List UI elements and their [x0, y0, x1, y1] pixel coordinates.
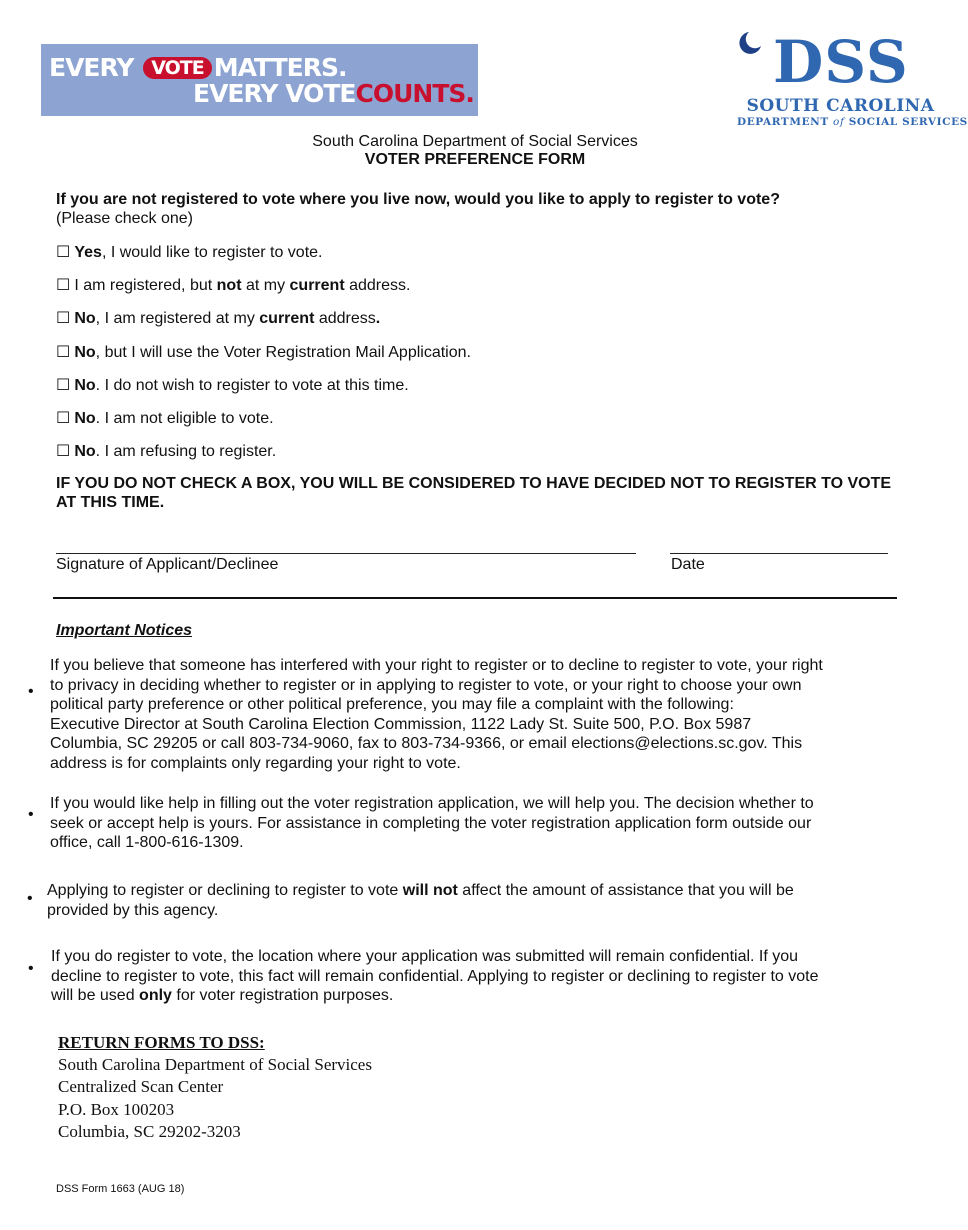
logo-dept-post: SOCIAL SERVICES — [848, 116, 968, 128]
notice-line: political party preference or other political preference, you may file a complaint with the following: — [50, 696, 734, 713]
bullet-icon: • — [28, 806, 34, 823]
notice-line: seek or accept help is yours. For assistance in completing the voter registration application form outside our — [50, 814, 812, 832]
signature-line[interactable] — [56, 553, 636, 554]
logo-department-text — [737, 116, 968, 128]
option-text: . I do not wish to register to vote at this time. — [95, 377, 409, 394]
option-bold: Yes — [74, 244, 102, 261]
option-not-eligible[interactable] — [56, 408, 274, 428]
checkbox-icon[interactable]: ☐ — [56, 408, 71, 427]
notice-help — [50, 794, 920, 853]
banner-matters: MATTERS. — [213, 53, 347, 82]
option-mail-application[interactable] — [56, 342, 471, 362]
banner-every-vote: EVERY VOTE — [193, 79, 356, 108]
agency-name: South Carolina Department of Social Services — [312, 133, 638, 150]
check-one-instruction: (Please check one) — [56, 210, 193, 227]
option-bold: No — [74, 344, 96, 361]
return-address-line: Columbia, SC 29202-3203 — [58, 1122, 241, 1141]
notice-text: for voter registration purposes. — [171, 987, 394, 1004]
notice-confidential — [51, 947, 921, 1006]
section-divider — [53, 597, 897, 599]
option-text: address — [314, 310, 376, 327]
notice-line: Columbia, SC 29205 or call 803-734-9060, fax to 803-734-9366, or email elections@elections.sc.gov. This — [50, 735, 803, 752]
banner-counts: COUNTS. — [355, 79, 474, 108]
notice-line — [51, 986, 921, 1006]
option-text: , I am registered at my — [95, 310, 260, 327]
option-refusing[interactable] — [56, 441, 276, 461]
crescent-moon-icon — [735, 30, 765, 56]
option-yes-register[interactable] — [56, 242, 322, 262]
notice-bold: only — [139, 987, 172, 1004]
notice-line: address is for complaints only regarding your right to vote. — [50, 754, 461, 772]
notice-line: Executive Director at South Carolina Election Commission, 1122 Lady St. Suite 500, P.O. Box 5987 — [50, 715, 752, 733]
notice-bold: will not — [402, 882, 458, 899]
option-bold: . — [375, 310, 381, 327]
every-vote-matters-banner — [41, 44, 478, 116]
option-text: , but I will use the Voter Registration Mail Application. — [95, 344, 471, 361]
checkbox-icon[interactable]: ☐ — [56, 375, 71, 394]
logo-dept-pre: DEPARTMENT — [737, 116, 829, 128]
signature-label: Signature of Applicant/Declinee — [56, 556, 279, 573]
option-bold: current — [289, 277, 345, 294]
option-bold: No — [74, 443, 96, 460]
notice-line: If you would like help in filling out the voter registration application, we will help you. The decision whether to — [50, 795, 814, 812]
option-text: address. — [344, 277, 411, 294]
option-text: . I am not eligible to vote. — [95, 410, 274, 427]
notice-line: provided by this agency. — [47, 901, 219, 919]
registration-question: If you are not registered to vote where you live now, would you like to apply to register to vote? — [56, 191, 780, 208]
banner-line-1 — [49, 53, 346, 82]
bullet-icon: • — [28, 683, 34, 700]
logo-dept-of: of — [833, 116, 845, 128]
return-forms-heading: RETURN FORMS TO DSS: — [58, 1033, 265, 1052]
checkbox-icon[interactable]: ☐ — [56, 441, 71, 460]
form-number: DSS Form 1663 (AUG 18) — [56, 1183, 185, 1195]
return-address-line: Centralized Scan Center — [58, 1077, 224, 1096]
notice-text: affect the amount of assistance that you will be — [457, 882, 794, 899]
option-registered-not-current[interactable] — [56, 275, 410, 295]
logo-state-text: SOUTH CAROLINA — [746, 96, 935, 116]
option-text: at my — [241, 277, 290, 294]
checkbox-icon[interactable]: ☐ — [56, 242, 71, 261]
notice-text: will be used — [51, 987, 140, 1004]
bullet-icon: • — [27, 890, 33, 907]
option-bold: not — [216, 277, 242, 294]
notice-complaint — [50, 656, 920, 773]
notice-line: If you do register to vote, the location where your application was submitted will remain confidential. If you — [51, 948, 799, 965]
important-notices-title: Important Notices — [56, 622, 193, 639]
no-box-warning: IF YOU DO NOT CHECK A BOX, YOU WILL BE CONSIDERED TO HAVE DECIDED NOT TO REGISTER TO VOTE AT THIS TIME. — [56, 475, 892, 511]
option-registered-current[interactable] — [56, 308, 380, 328]
bullet-icon: • — [28, 960, 34, 977]
checkbox-icon[interactable]: ☐ — [56, 308, 71, 327]
logo-dss-text: DSS — [773, 28, 909, 96]
option-bold: No — [74, 410, 96, 427]
banner-every: EVERY — [49, 53, 134, 82]
option-bold: No — [74, 310, 96, 327]
option-not-wish[interactable] — [56, 375, 409, 395]
return-address-line: P.O. Box 100203 — [58, 1100, 175, 1119]
date-label: Date — [671, 556, 705, 573]
return-address-line: South Carolina Department of Social Services — [58, 1055, 372, 1074]
form-title: VOTER PREFERENCE FORM — [364, 151, 586, 168]
option-text: . I am refusing to register. — [95, 443, 277, 460]
checkbox-icon[interactable]: ☐ — [56, 275, 71, 294]
notice-line: office, call 1-800-616-1309. — [50, 834, 244, 851]
notice-assistance — [47, 881, 917, 920]
checkbox-icon[interactable]: ☐ — [56, 342, 71, 361]
option-bold: No — [74, 377, 96, 394]
notice-line — [47, 881, 917, 901]
option-text: , I would like to register to vote. — [101, 244, 323, 261]
banner-line-2 — [193, 79, 474, 108]
notice-text: Applying to register or declining to register to vote — [47, 882, 403, 899]
banner-vote-pill: VOTE — [143, 57, 211, 79]
notice-line: If you believe that someone has interfered with your right to register or to decline to register to vote, your right — [50, 657, 823, 674]
date-line[interactable] — [670, 553, 888, 554]
option-bold: current — [259, 310, 315, 327]
notice-line: decline to register to vote, this fact will remain confidential. Applying to register or declining to register to vote — [51, 967, 819, 985]
dss-logo — [733, 28, 968, 130]
notice-line: to privacy in deciding whether to register or in applying to register to vote, or your right to choose your own — [50, 676, 802, 694]
option-text: I am registered, but — [74, 277, 217, 294]
